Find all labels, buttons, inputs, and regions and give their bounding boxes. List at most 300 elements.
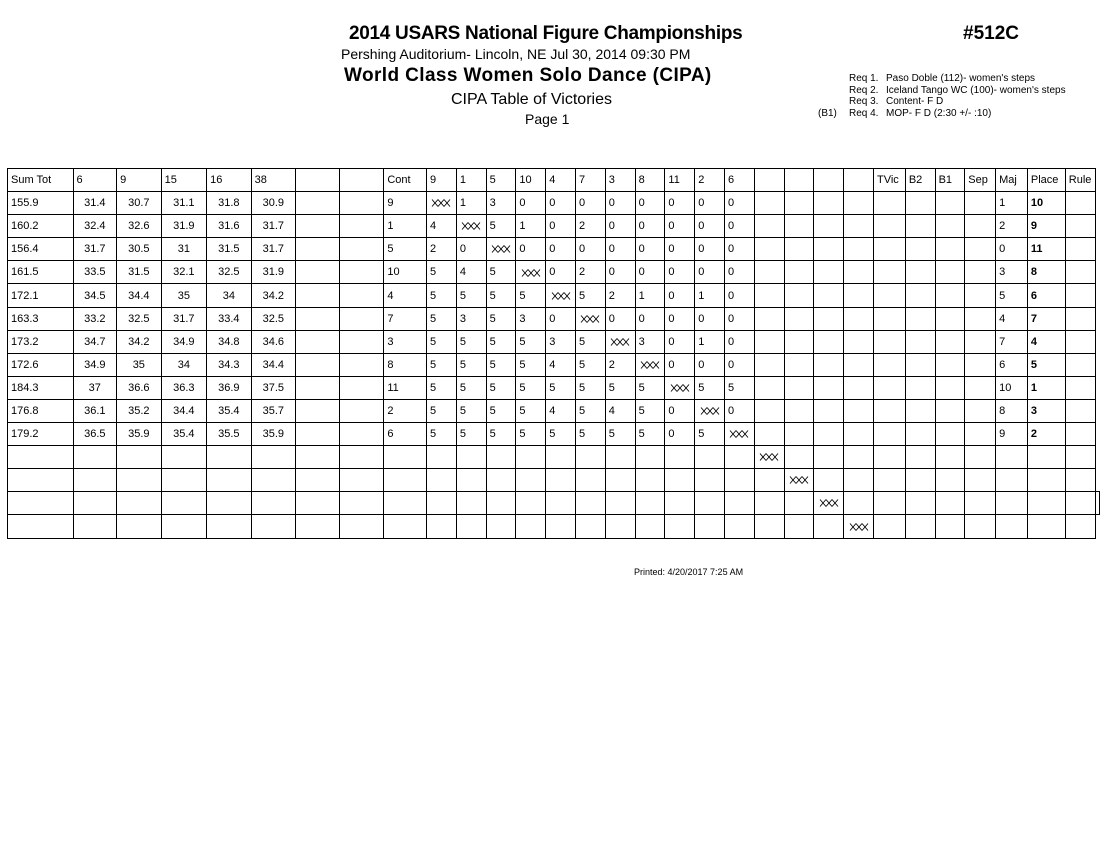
table-cell: [754, 515, 784, 538]
table-cell: [117, 469, 162, 492]
table-cell: [427, 492, 457, 515]
table-row: [8, 423, 1100, 446]
table-cell: [965, 353, 996, 376]
table-cell: 31.7: [73, 238, 117, 261]
table-cell: [546, 515, 576, 538]
page-number: Page 1: [525, 111, 570, 127]
table-cell: 0: [724, 307, 754, 330]
table-cell: [340, 284, 384, 307]
table-cell: [873, 446, 905, 469]
table-cell: 0: [724, 284, 754, 307]
table-cell: 2: [384, 399, 427, 422]
table-cell: [486, 492, 516, 515]
table-cell: [635, 492, 665, 515]
table-cell: [605, 330, 635, 353]
table-cell: 0: [695, 238, 725, 261]
table-cell: [516, 515, 546, 538]
table-cell: [73, 446, 117, 469]
column-header: 15: [161, 169, 207, 192]
requirement-text: Iceland Tango WC (100)- women's steps: [886, 84, 1066, 96]
table-row: [8, 399, 1100, 422]
requirement-number: Req 1.: [849, 73, 879, 84]
table-cell: 0: [605, 307, 635, 330]
table-cell: [965, 284, 996, 307]
table-cell: [605, 492, 635, 515]
table-cell: [695, 492, 725, 515]
table-cell: 0: [546, 307, 576, 330]
table-cell: 32.1: [161, 261, 207, 284]
table-cell: [935, 330, 965, 353]
table-row: [8, 215, 1100, 238]
table-cell: [1065, 261, 1095, 284]
table-cell: 35.5: [207, 423, 252, 446]
table-cell: 35.2: [117, 399, 162, 422]
table-cell: [296, 399, 340, 422]
table-cell: [965, 376, 996, 399]
table-cell: [1065, 215, 1095, 238]
table-cell: 36.9: [207, 376, 252, 399]
table-cell: 4: [546, 399, 576, 422]
table-cell: 0: [516, 192, 546, 215]
table-cell: [844, 423, 874, 446]
table-cell: 34.4: [117, 284, 162, 307]
table-cell: 0: [635, 192, 665, 215]
table-cell: [695, 446, 725, 469]
table-cell: 5: [456, 353, 486, 376]
table-cell: [665, 492, 695, 515]
table-cell: 36.3: [161, 376, 207, 399]
table-cell: 0: [635, 307, 665, 330]
table-cell: 30.9: [251, 192, 296, 215]
table-cell: 5: [576, 423, 606, 446]
table-cell: 1: [996, 192, 1028, 215]
table-cell: 34: [161, 353, 207, 376]
table-cell: [576, 492, 606, 515]
table-row: [8, 492, 1100, 515]
table-cell: [161, 492, 207, 515]
table-cell: 156.4: [8, 238, 74, 261]
table-cell: 1: [516, 215, 546, 238]
table-cell: 34.5: [73, 284, 117, 307]
table-cell: [296, 492, 340, 515]
table-cell: [873, 353, 905, 376]
table-cell: [384, 469, 427, 492]
table-cell: [486, 446, 516, 469]
self-comparison-cross-icon: [729, 430, 749, 438]
table-cell: 35: [161, 284, 207, 307]
requirement-number: Req 2.: [849, 84, 879, 96]
table-cell: [814, 284, 844, 307]
table-cell: [8, 515, 74, 538]
table-cell: [873, 192, 905, 215]
table-cell: [486, 515, 516, 538]
table-cell: 8: [384, 353, 427, 376]
table-cell: [251, 515, 296, 538]
table-cell: [784, 215, 814, 238]
table-cell: 7: [1027, 307, 1065, 330]
table-cell: 5: [516, 330, 546, 353]
table-cell: 36.6: [117, 376, 162, 399]
table-cell: 31.9: [161, 215, 207, 238]
table-cell: 9: [384, 192, 427, 215]
table-cell: 32.5: [117, 307, 162, 330]
table-cell: 0: [665, 215, 695, 238]
table-cell: 155.9: [8, 192, 74, 215]
table-cell: 7: [384, 307, 427, 330]
table-cell: 5: [516, 423, 546, 446]
table-cell: 0: [576, 192, 606, 215]
self-comparison-cross-icon: [521, 269, 541, 277]
table-cell: 3: [384, 330, 427, 353]
table-cell: [340, 261, 384, 284]
table-cell: [1065, 353, 1095, 376]
table-header-row: [8, 169, 1100, 192]
table-cell: [161, 469, 207, 492]
table-cell: [905, 238, 935, 261]
table-cell: 5: [486, 330, 516, 353]
table-cell: 5: [456, 376, 486, 399]
table-cell: 3: [635, 330, 665, 353]
table-cell: [1065, 330, 1095, 353]
table-cell: 5: [635, 376, 665, 399]
table-cell: 30.5: [117, 238, 162, 261]
table-cell: [905, 330, 935, 353]
table-cell: 5: [635, 423, 665, 446]
table-cell: [784, 238, 814, 261]
table-cell: [635, 469, 665, 492]
table-cell: 2: [996, 215, 1028, 238]
table-cell: 35.7: [251, 399, 296, 422]
table-cell: 2: [576, 261, 606, 284]
table-cell: [784, 492, 814, 515]
table-cell: [1065, 307, 1095, 330]
table-cell: 0: [516, 238, 546, 261]
table-row: [8, 192, 1100, 215]
table-cell: [8, 469, 74, 492]
table-cell: [251, 492, 296, 515]
table-cell: 32.5: [207, 261, 252, 284]
self-comparison-cross-icon: [491, 245, 511, 253]
table-cell: [1096, 492, 1100, 515]
table-row: [8, 515, 1100, 538]
table-cell: [73, 492, 117, 515]
table-row: [8, 284, 1100, 307]
table-cell: 7: [996, 330, 1028, 353]
table-cell: [1065, 399, 1095, 422]
table-cell: 0: [665, 261, 695, 284]
table-cell: [873, 492, 905, 515]
table-cell: [814, 192, 844, 215]
column-header: Sum Tot: [8, 169, 74, 192]
table-cell: [844, 399, 874, 422]
column-header: 3: [605, 169, 635, 192]
table-cell: [340, 515, 384, 538]
table-cell: [905, 423, 935, 446]
table-cell: 33.2: [73, 307, 117, 330]
table-cell: 9: [996, 423, 1028, 446]
table-cell: [873, 330, 905, 353]
table-cell: [784, 376, 814, 399]
table-cell: 37: [73, 376, 117, 399]
column-header: B1: [935, 169, 965, 192]
table-cell: [754, 284, 784, 307]
table-cell: [873, 469, 905, 492]
table-cell: [784, 192, 814, 215]
table-cell: [754, 376, 784, 399]
table-cell: [873, 423, 905, 446]
table-cell: 5: [516, 353, 546, 376]
column-header: B2: [905, 169, 935, 192]
table-cell: 10: [384, 261, 427, 284]
table-cell: 4: [384, 284, 427, 307]
table-cell: 4: [1027, 330, 1065, 353]
table-cell: 0: [576, 238, 606, 261]
table-cell: [340, 330, 384, 353]
table-cell: 31.6: [207, 215, 252, 238]
table-cell: [844, 238, 874, 261]
table-cell: [117, 446, 162, 469]
table-cell: 31.7: [161, 307, 207, 330]
self-comparison-cross-icon: [789, 476, 809, 484]
table-cell: 5: [576, 330, 606, 353]
column-header: 10: [516, 169, 546, 192]
table-cell: 2: [605, 284, 635, 307]
table-cell: [1027, 515, 1065, 538]
table-cell: 0: [724, 192, 754, 215]
table-cell: [340, 399, 384, 422]
table-cell: 4: [456, 261, 486, 284]
table-cell: 5: [605, 423, 635, 446]
table-cell: 1: [456, 192, 486, 215]
table-cell: [340, 353, 384, 376]
table-subtitle: CIPA Table of Victories: [451, 91, 612, 108]
table-cell: [965, 330, 996, 353]
table-cell: [724, 515, 754, 538]
printed-timestamp: Printed: 4/20/2017 7:25 AM: [634, 567, 744, 577]
table-cell: 1: [635, 284, 665, 307]
table-row: [8, 307, 1100, 330]
table-cell: [340, 376, 384, 399]
table-cell: 3: [546, 330, 576, 353]
table-cell: [844, 215, 874, 238]
table-cell: 5: [486, 261, 516, 284]
table-cell: [1065, 515, 1095, 538]
table-cell: [724, 423, 754, 446]
table-cell: [1065, 238, 1095, 261]
requirement-text: Paso Doble (112)- women's steps: [886, 73, 1036, 84]
table-cell: [1065, 423, 1095, 446]
table-cell: [754, 492, 784, 515]
column-header: 6: [73, 169, 117, 192]
table-cell: 3: [516, 307, 546, 330]
table-cell: [576, 515, 606, 538]
table-cell: [456, 515, 486, 538]
table-cell: 31.7: [251, 215, 296, 238]
table-cell: 163.3: [8, 307, 74, 330]
table-cell: [935, 399, 965, 422]
table-cell: 0: [605, 238, 635, 261]
table-cell: 0: [695, 307, 725, 330]
table-cell: [873, 261, 905, 284]
table-cell: [844, 284, 874, 307]
table-cell: 0: [665, 423, 695, 446]
table-cell: 9: [1027, 215, 1065, 238]
table-row: [8, 353, 1100, 376]
requirement-item: [818, 85, 1066, 97]
table-cell: 5: [486, 353, 516, 376]
table-cell: 5: [456, 423, 486, 446]
table-cell: 5: [516, 376, 546, 399]
table-cell: 3: [456, 307, 486, 330]
table-cell: 5: [996, 284, 1028, 307]
table-cell: [754, 330, 784, 353]
column-header: [814, 169, 844, 192]
table-cell: [814, 515, 844, 538]
table-cell: 0: [724, 330, 754, 353]
table-cell: 32.6: [117, 215, 162, 238]
table-cell: [784, 261, 814, 284]
table-cell: 31.5: [117, 261, 162, 284]
table-cell: 0: [546, 261, 576, 284]
table-cell: 2: [1027, 423, 1065, 446]
table-cell: [784, 353, 814, 376]
self-comparison-cross-icon: [819, 499, 839, 507]
table-cell: [754, 238, 784, 261]
table-cell: 4: [996, 307, 1028, 330]
event-name: World Class Women Solo Dance (CIPA): [344, 65, 712, 86]
table-cell: [935, 446, 965, 469]
table-cell: 0: [724, 399, 754, 422]
table-cell: [251, 469, 296, 492]
table-cell: 5: [427, 307, 457, 330]
table-cell: [340, 238, 384, 261]
table-cell: [296, 353, 340, 376]
table-cell: 1: [695, 284, 725, 307]
table-cell: [1065, 192, 1095, 215]
table-cell: [844, 492, 874, 515]
self-comparison-cross-icon: [431, 199, 451, 207]
table-cell: 5: [724, 376, 754, 399]
table-cell: [905, 515, 935, 538]
table-cell: [456, 215, 486, 238]
table-cell: [873, 515, 905, 538]
table-cell: [754, 261, 784, 284]
table-cell: 5: [486, 307, 516, 330]
table-cell: 173.2: [8, 330, 74, 353]
table-cell: 5: [546, 376, 576, 399]
table-cell: 172.6: [8, 353, 74, 376]
table-cell: 35.9: [251, 423, 296, 446]
table-cell: [935, 353, 965, 376]
table-cell: [384, 492, 427, 515]
table-cell: [427, 192, 457, 215]
table-cell: 5: [695, 376, 725, 399]
table-cell: 0: [665, 399, 695, 422]
table-cell: [935, 307, 965, 330]
column-header: TVic: [873, 169, 905, 192]
table-cell: 3: [996, 261, 1028, 284]
table-cell: [296, 376, 340, 399]
self-comparison-cross-icon: [551, 292, 571, 300]
table-cell: 0: [546, 215, 576, 238]
table-cell: [754, 307, 784, 330]
table-cell: [935, 492, 965, 515]
self-comparison-cross-icon: [461, 222, 481, 230]
table-cell: [965, 399, 996, 422]
table-cell: [576, 307, 606, 330]
table-cell: [965, 307, 996, 330]
table-cell: 6: [384, 423, 427, 446]
table-cell: 31.8: [207, 192, 252, 215]
table-cell: [844, 353, 874, 376]
table-cell: [965, 515, 996, 538]
table-cell: [935, 423, 965, 446]
table-cell: 0: [665, 192, 695, 215]
table-cell: 31.7: [251, 238, 296, 261]
table-cell: [1065, 492, 1095, 515]
table-row: [8, 261, 1100, 284]
table-cell: [340, 492, 384, 515]
table-cell: [456, 469, 486, 492]
table-cell: [814, 307, 844, 330]
table-cell: [486, 469, 516, 492]
table-cell: [754, 215, 784, 238]
table-cell: [844, 376, 874, 399]
table-cell: [754, 423, 784, 446]
column-header: 4: [546, 169, 576, 192]
table-cell: 0: [605, 215, 635, 238]
table-cell: [296, 238, 340, 261]
table-cell: 34.8: [207, 330, 252, 353]
table-row: [8, 446, 1100, 469]
column-header: 1: [456, 169, 486, 192]
table-cell: [516, 446, 546, 469]
table-cell: [814, 469, 844, 492]
table-cell: 184.3: [8, 376, 74, 399]
table-cell: 0: [724, 353, 754, 376]
table-cell: 30.7: [117, 192, 162, 215]
table-cell: 11: [384, 376, 427, 399]
column-header: [784, 169, 814, 192]
column-header: 2: [695, 169, 725, 192]
table-cell: 0: [665, 330, 695, 353]
table-cell: 5: [384, 238, 427, 261]
table-cell: [427, 469, 457, 492]
column-header: [844, 169, 874, 192]
table-cell: 4: [605, 399, 635, 422]
table-cell: [576, 469, 606, 492]
table-cell: 0: [996, 238, 1028, 261]
column-header: [296, 169, 340, 192]
table-cell: [695, 515, 725, 538]
table-cell: 2: [605, 353, 635, 376]
table-cell: 6: [1027, 284, 1065, 307]
table-cell: 5: [576, 376, 606, 399]
table-cell: 36.5: [73, 423, 117, 446]
table-cell: 5: [427, 399, 457, 422]
table-cell: [427, 446, 457, 469]
table-cell: [905, 284, 935, 307]
table-cell: [935, 469, 965, 492]
table-cell: [905, 399, 935, 422]
table-cell: [784, 515, 814, 538]
table-cell: 5: [486, 423, 516, 446]
table-cell: [516, 492, 546, 515]
table-cell: [296, 192, 340, 215]
table-cell: 8: [996, 399, 1028, 422]
table-row: [8, 238, 1100, 261]
table-cell: [873, 307, 905, 330]
